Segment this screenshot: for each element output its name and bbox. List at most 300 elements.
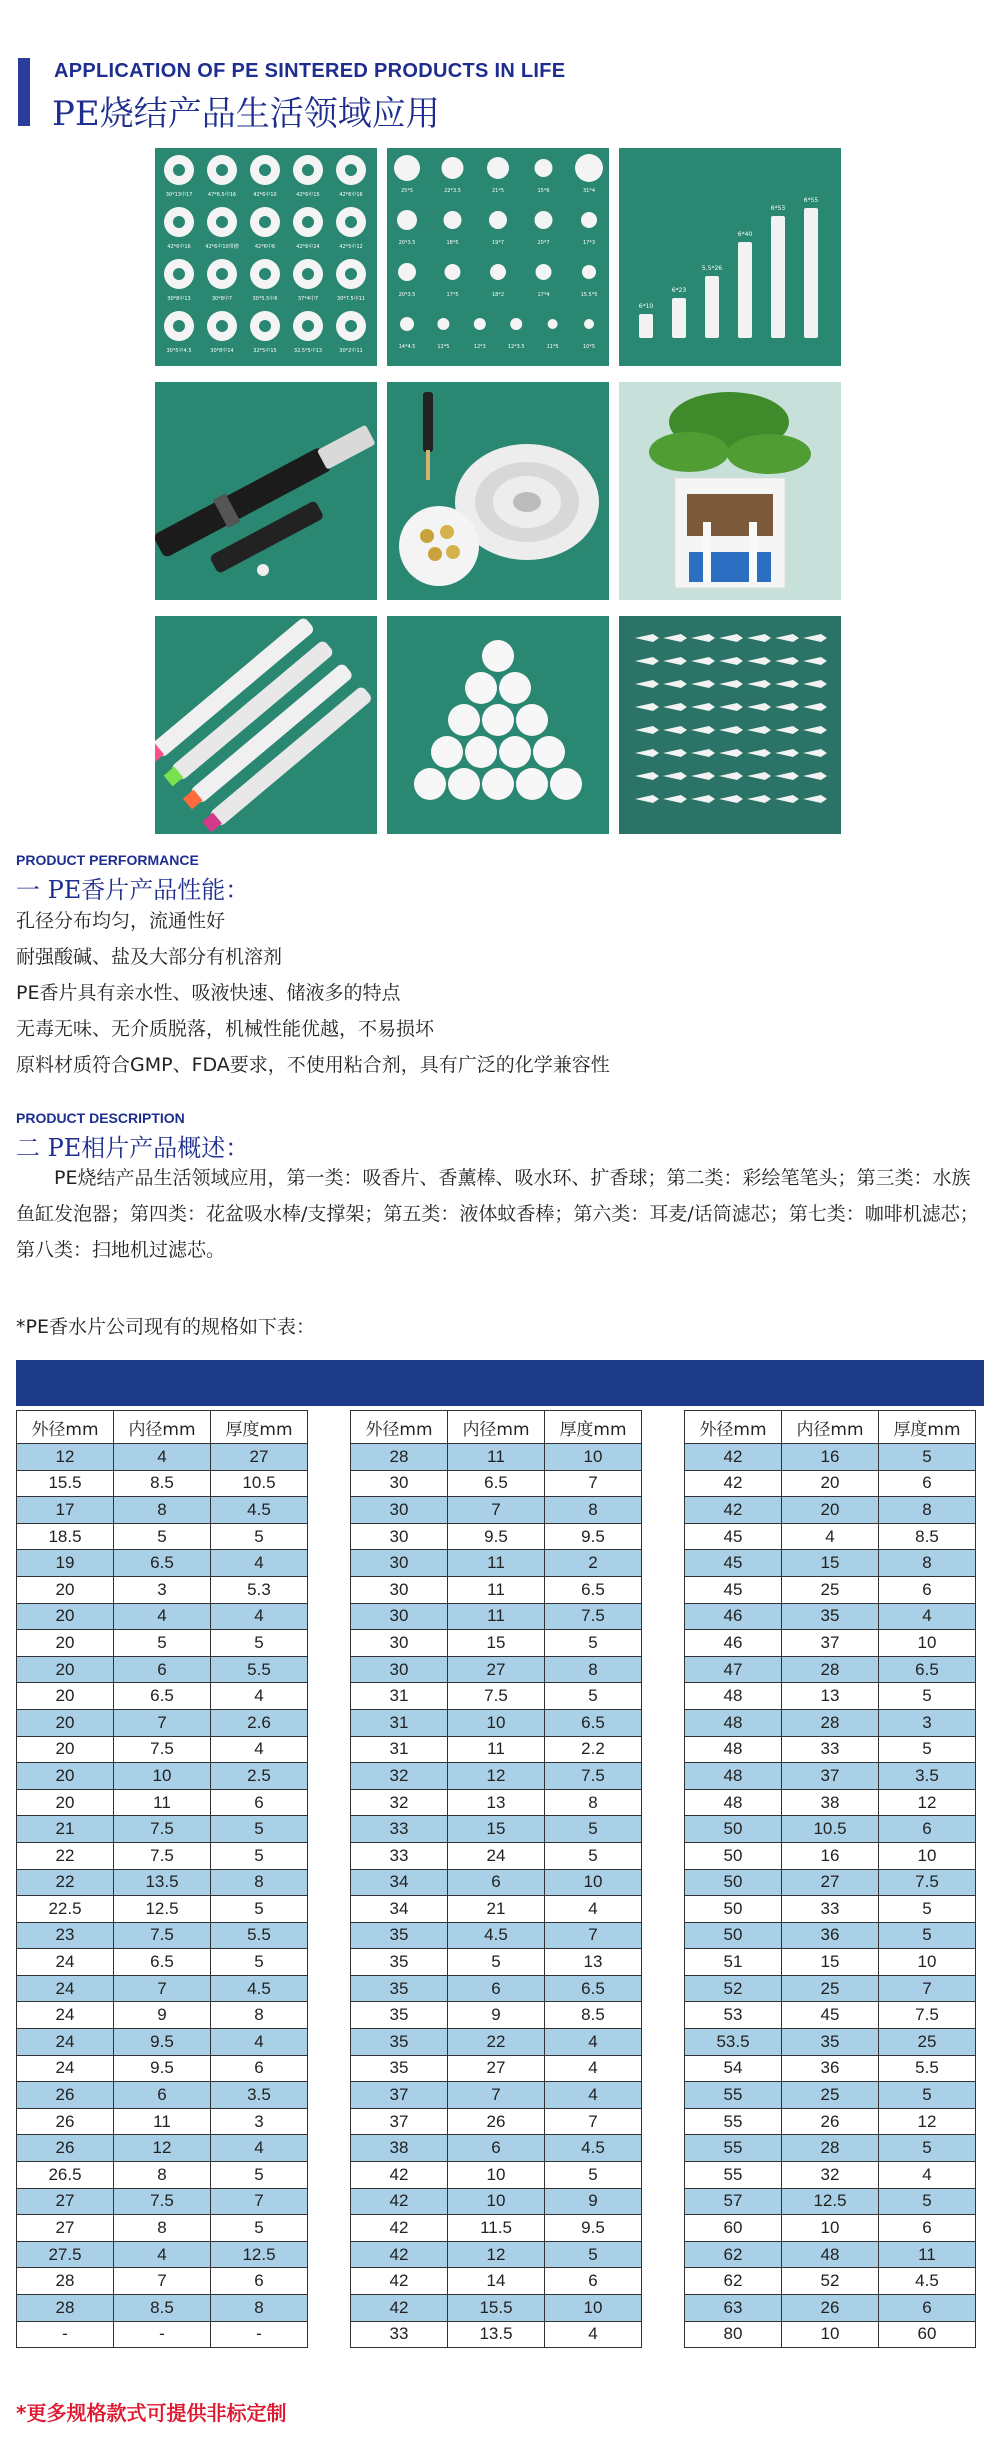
fragrance-disc bbox=[437, 318, 449, 330]
table-cell: 6 bbox=[879, 2295, 976, 2322]
table-cell: 5.5 bbox=[211, 1656, 308, 1683]
table-cell: 5 bbox=[879, 2135, 976, 2162]
diffuser-ball bbox=[516, 768, 548, 800]
table-cell: 2.2 bbox=[545, 1736, 642, 1763]
table-cell: 12 bbox=[17, 1444, 114, 1471]
table-row bbox=[351, 2241, 642, 2268]
table-cell: 26 bbox=[782, 2295, 879, 2322]
product-size-label: 15.5*5 bbox=[580, 292, 598, 298]
table-cell: 10 bbox=[545, 1869, 642, 1896]
table-cell: 4 bbox=[211, 1736, 308, 1763]
table-cell: 5 bbox=[211, 1523, 308, 1550]
table-row bbox=[17, 1603, 308, 1630]
table-cell: 15 bbox=[448, 1816, 545, 1843]
table-cell: 6.5 bbox=[114, 1949, 211, 1976]
table-cell: 5 bbox=[879, 1444, 976, 1471]
table-cell: 8 bbox=[879, 1550, 976, 1577]
pen-nib bbox=[747, 749, 771, 757]
table-cell: 8 bbox=[211, 2002, 308, 2029]
product-size-label: 30*7.5中11 bbox=[336, 296, 366, 302]
product-size-label: 42*6中10 bbox=[253, 192, 277, 198]
table-cell: 35 bbox=[782, 2029, 879, 2056]
table-cell: 7 bbox=[879, 1975, 976, 2002]
table-cell: 5 bbox=[448, 1949, 545, 1976]
table-row bbox=[351, 2055, 642, 2082]
table-cell: 24 bbox=[17, 2055, 114, 2082]
table-cell: 30 bbox=[351, 1576, 448, 1603]
pen-nib bbox=[635, 795, 659, 803]
diffuser-balls-image bbox=[387, 616, 609, 834]
table-row bbox=[351, 2295, 642, 2322]
table-row bbox=[17, 2082, 308, 2109]
table-cell: 12.5 bbox=[782, 2188, 879, 2215]
fragrance-disc bbox=[490, 264, 506, 280]
marker-pens-image bbox=[155, 616, 377, 834]
fragrance-disc bbox=[548, 319, 558, 329]
column-header: 厚度mm bbox=[545, 1411, 642, 1444]
product-size-label: 15*6 bbox=[537, 188, 550, 194]
table-row bbox=[351, 2268, 642, 2295]
table-cell: 18.5 bbox=[17, 1523, 114, 1550]
table-cell: 3 bbox=[114, 1576, 211, 1603]
diffuser-ball bbox=[465, 736, 497, 768]
table-cell: 50 bbox=[685, 1816, 782, 1843]
fragrance-disc bbox=[582, 265, 596, 279]
product-size-label: 42*6中16 bbox=[167, 244, 191, 250]
table-cell: 26.5 bbox=[17, 2162, 114, 2189]
table-header-row bbox=[685, 1411, 976, 1444]
table-cell: 30 bbox=[351, 1497, 448, 1524]
fragrance-disc bbox=[487, 157, 509, 179]
table-header-row bbox=[351, 1411, 642, 1444]
table-cell: 6 bbox=[879, 1470, 976, 1497]
column-header: 外径mm bbox=[351, 1411, 448, 1444]
table-cell: 5.5 bbox=[879, 2055, 976, 2082]
product-size-label: 14*4.5 bbox=[398, 344, 416, 350]
table-cell: 8 bbox=[545, 1789, 642, 1816]
product-size-label: 20*3.5 bbox=[398, 240, 416, 246]
table-cell: 11 bbox=[114, 1789, 211, 1816]
table-cell: 27 bbox=[17, 2188, 114, 2215]
table-row bbox=[351, 1736, 642, 1763]
table-cell: 48 bbox=[685, 1736, 782, 1763]
diffuser-ball bbox=[482, 704, 514, 736]
aroma-stick bbox=[639, 314, 653, 338]
table-row bbox=[685, 1630, 976, 1657]
table-cell: 4 bbox=[545, 2082, 642, 2109]
fragrance-ring bbox=[293, 311, 323, 341]
table-cell: 10.5 bbox=[782, 1816, 879, 1843]
table-cell: 37 bbox=[351, 2108, 448, 2135]
table-cell: 5 bbox=[545, 1816, 642, 1843]
table-row bbox=[685, 1816, 976, 1843]
gallery-tile-fragrance-rings bbox=[155, 148, 377, 366]
aroma-stick bbox=[672, 298, 686, 338]
table-cell: 20 bbox=[782, 1497, 879, 1524]
table-cell: 4 bbox=[114, 2241, 211, 2268]
fragrance-ring bbox=[164, 259, 194, 289]
table-cell: 33 bbox=[351, 1816, 448, 1843]
fragrance-disc bbox=[510, 318, 522, 330]
gallery-tile-marker-pens bbox=[155, 616, 377, 834]
table-row bbox=[17, 1975, 308, 2002]
table-cell: 12 bbox=[879, 1789, 976, 1816]
gallery-tile-diffuser bbox=[387, 382, 609, 600]
spec-table-group-3 bbox=[684, 1410, 976, 2348]
table-row bbox=[685, 1683, 976, 1710]
table-cell: 6 bbox=[879, 1816, 976, 1843]
product-size-label: 30*5中4.5 bbox=[166, 348, 192, 354]
table-row bbox=[17, 1656, 308, 1683]
product-size-label: 6*23 bbox=[671, 287, 687, 294]
diffuser-ball bbox=[448, 704, 480, 736]
table-cell: 4.5 bbox=[545, 2135, 642, 2162]
pen-nib bbox=[691, 749, 715, 757]
table-row bbox=[17, 2268, 308, 2295]
table-row bbox=[351, 2215, 642, 2242]
table-cell: 30 bbox=[351, 1630, 448, 1657]
column-header: 内径mm bbox=[448, 1411, 545, 1444]
table-cell: 7.5 bbox=[114, 1922, 211, 1949]
fragrance-disc bbox=[535, 159, 553, 177]
fragrance-disc bbox=[444, 211, 462, 229]
fragrance-disc bbox=[474, 318, 486, 330]
table-cell: 10 bbox=[545, 1444, 642, 1471]
table-row bbox=[17, 1709, 308, 1736]
performance-heading-en: PRODUCT PERFORMANCE bbox=[16, 852, 199, 868]
table-cell: 7 bbox=[448, 1497, 545, 1524]
table-cell: 35 bbox=[351, 1949, 448, 1976]
table-cell: 37 bbox=[782, 1630, 879, 1657]
table-cell: 7.5 bbox=[114, 1816, 211, 1843]
table-cell: 6.5 bbox=[545, 1975, 642, 2002]
table-cell: 5 bbox=[211, 1842, 308, 1869]
table-cell: 10 bbox=[448, 2188, 545, 2215]
page-header bbox=[18, 58, 978, 134]
table-row bbox=[685, 1550, 976, 1577]
table-cell: 6.5 bbox=[545, 1576, 642, 1603]
table-cell: 42 bbox=[351, 2188, 448, 2215]
table-row bbox=[685, 2321, 976, 2348]
table-cell: 25 bbox=[879, 2029, 976, 2056]
table-cell: 42 bbox=[351, 2241, 448, 2268]
table-cell: 42 bbox=[685, 1444, 782, 1471]
pen-nib bbox=[663, 680, 687, 688]
pen-nib bbox=[747, 680, 771, 688]
diffuser-ball bbox=[516, 704, 548, 736]
table-cell: 35 bbox=[351, 2055, 448, 2082]
fragrance-ring bbox=[250, 311, 280, 341]
diffuser-ball bbox=[431, 736, 463, 768]
table-row bbox=[351, 1922, 642, 1949]
table-cell: 3 bbox=[211, 2108, 308, 2135]
table-cell: 10 bbox=[879, 1842, 976, 1869]
table-cell: 5 bbox=[545, 2241, 642, 2268]
table-cell: 55 bbox=[685, 2135, 782, 2162]
table-row bbox=[351, 2321, 642, 2348]
table-cell: 8 bbox=[211, 2295, 308, 2322]
table-cell: 5 bbox=[879, 1896, 976, 1923]
table-cell: 37 bbox=[351, 2082, 448, 2109]
diffuser-ball bbox=[482, 640, 514, 672]
description-paragraph: PE烧结产品生活领域应用，第一类：吸香片、香薰棒、吸水环、扩香球；第二类：彩绘笔笔头；第三类：水族鱼缸发泡器；第四类：花盆吸水棒/支撑架；第五类：液体蚊香棒；第六类：耳麦/话筒滤芯；第七类：咖啡机滤芯；第八类：扫地机过滤芯。 bbox=[16, 1167, 979, 1261]
table-cell: 36 bbox=[782, 1922, 879, 1949]
table-cell: 12 bbox=[879, 2108, 976, 2135]
table-row bbox=[685, 1896, 976, 1923]
fragrance-disc bbox=[584, 319, 594, 329]
table-cell: 45 bbox=[685, 1550, 782, 1577]
pen-nib bbox=[803, 703, 827, 711]
table-cell: - bbox=[17, 2321, 114, 2348]
table-row bbox=[685, 2029, 976, 2056]
product-size-label: 17*3 bbox=[582, 240, 596, 246]
column-header: 厚度mm bbox=[211, 1411, 308, 1444]
table-row bbox=[17, 1550, 308, 1577]
table-note: *PE香水片公司现有的规格如下表： bbox=[16, 1316, 315, 1338]
table-row bbox=[351, 2162, 642, 2189]
table-cell: 42 bbox=[351, 2162, 448, 2189]
pen-nib bbox=[747, 703, 771, 711]
table-cell: 24 bbox=[17, 2029, 114, 2056]
table-cell: 22 bbox=[448, 2029, 545, 2056]
table-cell: 7.5 bbox=[545, 1763, 642, 1790]
pen-nib bbox=[635, 749, 659, 757]
table-cell: 11 bbox=[448, 1444, 545, 1471]
table-cell: 11 bbox=[879, 2241, 976, 2268]
table-cell: 26 bbox=[17, 2135, 114, 2162]
table-cell: 14 bbox=[448, 2268, 545, 2295]
table-row bbox=[685, 1576, 976, 1603]
table-cell: 5 bbox=[211, 2215, 308, 2242]
table-cell: 52 bbox=[685, 1975, 782, 2002]
table-cell: 55 bbox=[685, 2082, 782, 2109]
table-cell: 20 bbox=[17, 1709, 114, 1736]
table-cell: 30 bbox=[351, 1470, 448, 1497]
performance-item: PE香片具有亲水性、吸液快速、储液多的特点 bbox=[16, 982, 401, 1004]
table-row bbox=[351, 1576, 642, 1603]
fragrance-disc bbox=[442, 157, 464, 179]
pen-nib bbox=[691, 680, 715, 688]
fragrance-ring bbox=[336, 155, 366, 185]
product-size-label: 10*5 bbox=[582, 344, 596, 350]
table-cell: 25 bbox=[782, 1975, 879, 2002]
table-cell: 6.5 bbox=[114, 1550, 211, 1577]
table-row bbox=[351, 1630, 642, 1657]
fragrance-rings-image bbox=[155, 148, 377, 366]
table-row bbox=[17, 2188, 308, 2215]
table-cell: 33 bbox=[351, 1842, 448, 1869]
table-row bbox=[17, 1683, 308, 1710]
table-cell: 8.5 bbox=[114, 1470, 211, 1497]
table-cell: 4 bbox=[211, 1603, 308, 1630]
product-size-label: 20*3.5 bbox=[398, 292, 416, 298]
table-row bbox=[17, 2002, 308, 2029]
table-cell: 26 bbox=[782, 2108, 879, 2135]
table-row bbox=[685, 1497, 976, 1524]
pen-nib bbox=[747, 657, 771, 665]
diffuser-disc-image bbox=[387, 382, 609, 600]
table-cell: 28 bbox=[782, 1709, 879, 1736]
table-cell: 5 bbox=[545, 1683, 642, 1710]
table-cell: 2.6 bbox=[211, 1709, 308, 1736]
table-cell: 5 bbox=[114, 1630, 211, 1657]
pen-nib bbox=[663, 772, 687, 780]
table-row bbox=[685, 1736, 976, 1763]
pen-nib bbox=[719, 749, 743, 757]
fragrance-ring bbox=[293, 259, 323, 289]
table-row bbox=[685, 2055, 976, 2082]
table-cell: 27 bbox=[211, 1444, 308, 1471]
table-cell: 24 bbox=[17, 1975, 114, 2002]
table-cell: 3.5 bbox=[879, 1763, 976, 1790]
table-row bbox=[351, 1497, 642, 1524]
table-cell: 12 bbox=[448, 2241, 545, 2268]
table-cell: 13.5 bbox=[448, 2321, 545, 2348]
table-row bbox=[17, 2108, 308, 2135]
gallery-tile-fragrance-discs bbox=[387, 148, 609, 366]
table-cell: 4 bbox=[879, 2162, 976, 2189]
table-cell: 13 bbox=[448, 1789, 545, 1816]
product-size-label: 42*6中24 bbox=[296, 244, 320, 250]
table-cell: 5 bbox=[545, 2162, 642, 2189]
product-size-label: 12*3.5 bbox=[507, 344, 525, 350]
table-cell: 62 bbox=[685, 2241, 782, 2268]
table-row bbox=[17, 2215, 308, 2242]
table-row bbox=[17, 2162, 308, 2189]
table-row bbox=[17, 1842, 308, 1869]
fragrance-ring bbox=[164, 155, 194, 185]
diffuser-ball bbox=[499, 736, 531, 768]
table-cell: 42 bbox=[351, 2295, 448, 2322]
table-cell: 30 bbox=[351, 1656, 448, 1683]
table-cell: 4.5 bbox=[879, 2268, 976, 2295]
table-cell: 34 bbox=[351, 1896, 448, 1923]
table-cell: 30 bbox=[351, 1550, 448, 1577]
table-cell: 5 bbox=[879, 1736, 976, 1763]
table-row bbox=[17, 1736, 308, 1763]
table-row bbox=[17, 1789, 308, 1816]
spec-table-section bbox=[16, 1360, 984, 2344]
table-row bbox=[685, 2268, 976, 2295]
pen-nib bbox=[747, 634, 771, 642]
table-cell: 54 bbox=[685, 2055, 782, 2082]
table-cell: 32 bbox=[351, 1789, 448, 1816]
table-cell: 11 bbox=[448, 1603, 545, 1630]
pen-nib bbox=[803, 726, 827, 734]
table-row bbox=[351, 1975, 642, 2002]
table-cell: 55 bbox=[685, 2162, 782, 2189]
pen-nib bbox=[747, 772, 771, 780]
product-size-label: 17*4 bbox=[537, 292, 550, 298]
table-cell: 13 bbox=[545, 1949, 642, 1976]
fragrance-ring bbox=[164, 207, 194, 237]
diffuser-ball bbox=[550, 768, 582, 800]
table-cell: 24 bbox=[448, 1842, 545, 1869]
table-cell: 15 bbox=[448, 1630, 545, 1657]
table-cell: 5 bbox=[879, 2082, 976, 2109]
table-cell: 27 bbox=[17, 2215, 114, 2242]
pen-nib bbox=[803, 749, 827, 757]
table-cell: 16 bbox=[782, 1842, 879, 1869]
table-cell: 10 bbox=[545, 2295, 642, 2322]
table-row bbox=[351, 1683, 642, 1710]
pen-nib bbox=[635, 772, 659, 780]
table-cell: 7 bbox=[114, 1709, 211, 1736]
table-cell: 4.5 bbox=[211, 1975, 308, 2002]
table-cell: 50 bbox=[685, 1869, 782, 1896]
diffuser-ball bbox=[482, 768, 514, 800]
table-cell: 20 bbox=[17, 1763, 114, 1790]
table-row bbox=[17, 1816, 308, 1843]
table-cell: 38 bbox=[782, 1789, 879, 1816]
table-cell: 33 bbox=[351, 2321, 448, 2348]
pen-nib bbox=[691, 772, 715, 780]
product-size-label: 42*6中16 bbox=[339, 192, 363, 198]
table-cell: 6 bbox=[879, 2215, 976, 2242]
fragrance-ring bbox=[293, 207, 323, 237]
table-cell: 9.5 bbox=[545, 2215, 642, 2242]
performance-item: 耐强酸碱、盐及大部分有机溶剂 bbox=[16, 946, 283, 968]
flowerpot-image bbox=[619, 382, 841, 600]
table-cell: 25 bbox=[782, 1576, 879, 1603]
table-cell: 9.5 bbox=[448, 1523, 545, 1550]
diffuser-ball bbox=[533, 736, 565, 768]
product-size-label: 18*5 bbox=[446, 240, 459, 246]
table-cell: 26 bbox=[17, 2108, 114, 2135]
table-row bbox=[351, 1550, 642, 1577]
product-size-label: 22*3.5 bbox=[444, 188, 461, 194]
table-cell: 12.5 bbox=[211, 2241, 308, 2268]
product-size-label: 30*8中7 bbox=[211, 296, 233, 302]
table-cell: 10 bbox=[879, 1630, 976, 1657]
pen-nib bbox=[747, 795, 771, 803]
fragrance-disc bbox=[575, 154, 603, 182]
table-row bbox=[685, 1444, 976, 1471]
table-row bbox=[351, 1470, 642, 1497]
product-size-label: 6*10 bbox=[638, 303, 654, 310]
product-size-label: 37*4中7 bbox=[297, 296, 319, 302]
fragrance-disc bbox=[489, 211, 507, 229]
gallery-tile-diffuser-balls bbox=[387, 616, 609, 834]
fragrance-discs-image bbox=[387, 148, 609, 366]
table-cell: 45 bbox=[782, 2002, 879, 2029]
description-heading-cn: 二 PE相片产品概述： bbox=[16, 1134, 250, 1162]
table-cell: 10 bbox=[782, 2215, 879, 2242]
table-cell: 7 bbox=[545, 1922, 642, 1949]
table-cell: 4.5 bbox=[211, 1497, 308, 1524]
table-row bbox=[351, 2029, 642, 2056]
table-row bbox=[17, 2029, 308, 2056]
fragrance-ring bbox=[207, 155, 237, 185]
table-cell: 4 bbox=[545, 2029, 642, 2056]
table-cell: 22 bbox=[17, 1869, 114, 1896]
diffuser-ball bbox=[448, 768, 480, 800]
spec-table-header-bar bbox=[16, 1360, 984, 1406]
product-size-label: 30*8中14 bbox=[210, 348, 234, 354]
table-row bbox=[685, 2108, 976, 2135]
pen-nib bbox=[663, 726, 687, 734]
table-cell: 6 bbox=[114, 1656, 211, 1683]
table-row bbox=[351, 1949, 642, 1976]
table-row bbox=[17, 2321, 308, 2348]
table-row bbox=[351, 1763, 642, 1790]
table-cell: 35 bbox=[351, 1922, 448, 1949]
table-row bbox=[17, 1922, 308, 1949]
table-cell: 5 bbox=[879, 1922, 976, 1949]
table-cell: 9.5 bbox=[114, 2029, 211, 2056]
table-row bbox=[17, 1763, 308, 1790]
table-cell: 15 bbox=[782, 1949, 879, 1976]
